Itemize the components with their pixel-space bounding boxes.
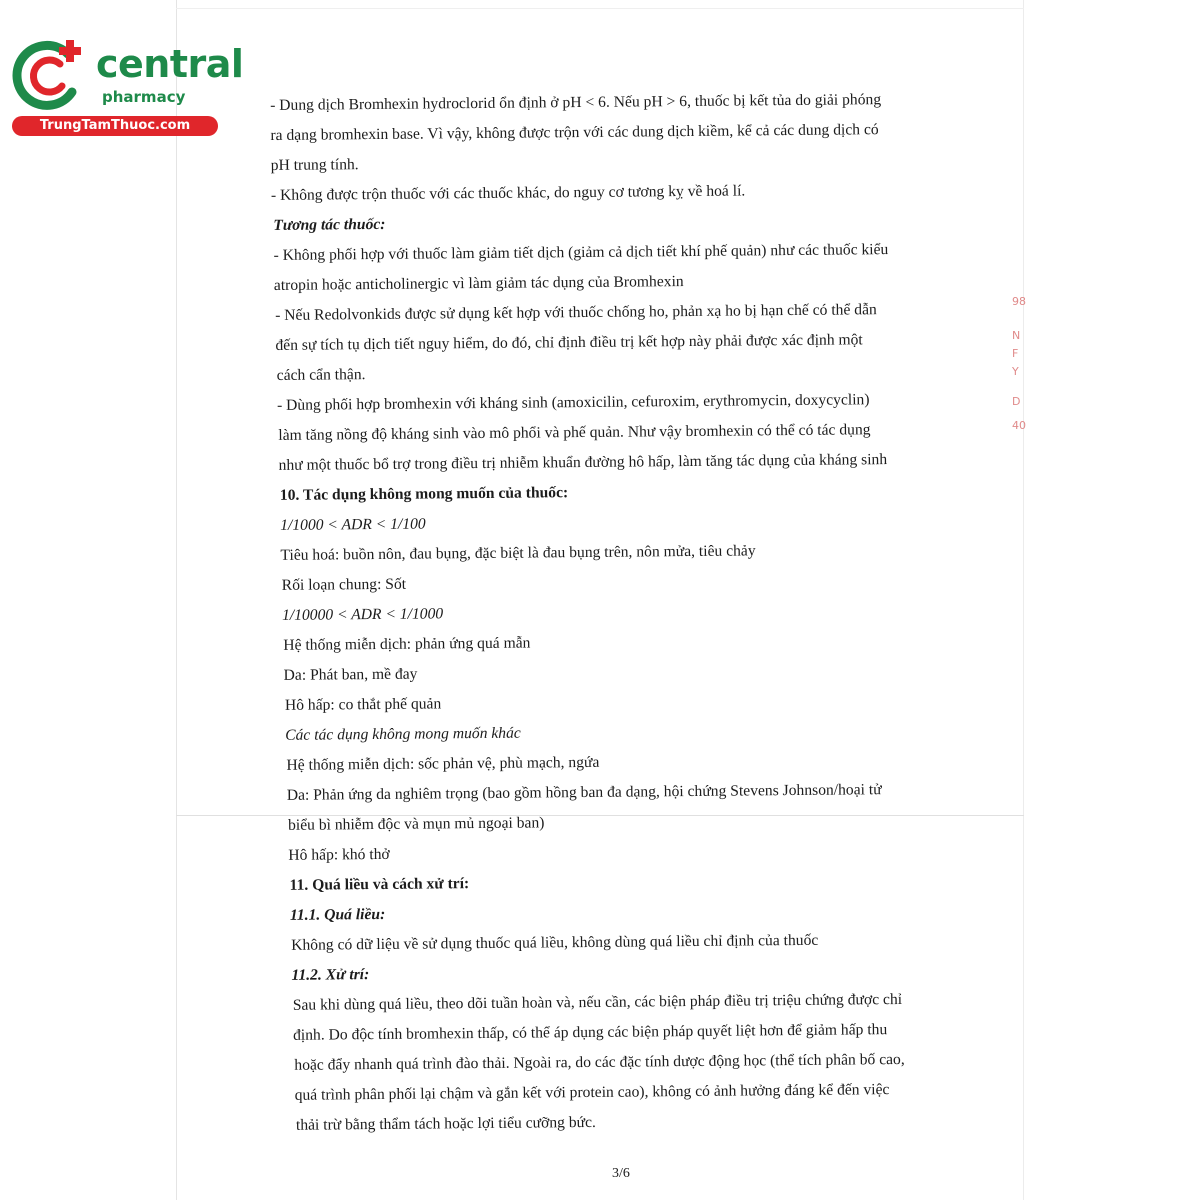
stamp-char: N bbox=[1012, 329, 1021, 342]
paragraph-line: pH trung tính. bbox=[270, 156, 359, 174]
paragraph-line: thải trừ bằng thẩm tách hoặc lợi tiểu cưỡng bức. bbox=[295, 1113, 596, 1134]
stamp-char: Y bbox=[1012, 365, 1019, 378]
paragraph-line: - Dùng phối hợp bromhexin với kháng sinh (amoxicilin, cefuroxim, erythromycin, doxycyclin) bbox=[276, 391, 870, 414]
paragraph-line: Da: Phản ứng da nghiêm trọng (bao gồm hồng ban đa dạng, hội chứng Stevens Johnson/hoại tử bbox=[286, 781, 882, 804]
logo-brand-name: central bbox=[96, 42, 244, 86]
page-number: 3/6 bbox=[612, 1166, 630, 1181]
paragraph-line: ra dạng bromhexin base. Vì vậy, không được trộn với các dung dịch kiềm, kể cả các dung dịch có bbox=[270, 121, 879, 144]
paragraph-line: - Nếu Redolvonkids được sử dụng kết hợp với thuốc chống ho, phản xạ ho bị hạn chế có thể dẫn bbox=[275, 301, 877, 324]
scan-edge-left bbox=[176, 0, 177, 1200]
frequency-label: 1/1000 < ADR < 1/100 bbox=[280, 515, 426, 534]
paragraph-line: đến sự tích tụ dịch tiết nguy hiểm, do đó, chỉ định điều trị kết hợp này phải được xác định một bbox=[275, 331, 863, 354]
section-heading: 10. Tác dụng không mong muốn của thuốc: bbox=[279, 484, 569, 504]
stamp-char: D bbox=[1012, 395, 1021, 408]
document-body bbox=[270, 83, 960, 1134]
paragraph-line: định. Do độc tính bromhexin thấp, có thể áp dụng các biện pháp quyết liệt hơn để giảm hấp thu bbox=[292, 1021, 888, 1044]
paragraph-line: quá trình phân phối lại chậm và gắn kết với protein cao), không có ảnh hưởng đáng kể đến việc bbox=[294, 1081, 890, 1104]
paragraph-line: như một thuốc bổ trợ trong điều trị nhiễm khuẩn đường hô hấp, làm tăng tác dụng của kháng sinh bbox=[278, 451, 888, 474]
scan-line-top bbox=[176, 8, 1024, 9]
stamp-char: 40 bbox=[1012, 419, 1026, 432]
frequency-label: 1/10000 < ADR < 1/1000 bbox=[281, 605, 444, 624]
subsection-heading: 11.1. Quá liều: bbox=[289, 905, 386, 924]
paragraph-line: - Không phối hợp với thuốc làm giảm tiết dịch (giảm cả dịch tiết khí phế quản) như các thuốc kiểu bbox=[273, 241, 889, 264]
stamp-fragment bbox=[1012, 296, 1028, 446]
paragraph-line: Sau khi dùng quá liều, theo dõi tuần hoàn và, nếu cần, các biện pháp điều trị triệu chứng được chỉ bbox=[292, 990, 903, 1014]
paragraph-line: Hệ thống miễn dịch: sốc phản vệ, phù mạch, ngứa bbox=[286, 753, 600, 774]
paragraph-line: - Dung dịch Bromhexin hydroclorid ổn định ở pH < 6. Nếu pH > 6, thuốc bị kết tủa do giải phóng bbox=[270, 91, 882, 114]
paragraph-line: Tiêu hoá: buồn nôn, đau bụng, đặc biệt là đau bụng trên, nôn mửa, tiêu chảy bbox=[280, 542, 756, 564]
paragraph-line: atropin hoặc anticholinergic vì làm giảm tác dụng của Bromhexin bbox=[273, 273, 684, 294]
paragraph-line: làm tăng nồng độ kháng sinh vào mô phổi và phế quản. Như vậy bromhexin có thể có tác dụng bbox=[278, 421, 871, 444]
paragraph-line: cách cẩn thận. bbox=[276, 366, 366, 384]
paragraph-line: Hô hấp: co thắt phế quản bbox=[284, 695, 442, 714]
paragraph-line: hoặc đẩy nhanh quá trình đào thải. Ngoài ra, do các đặc tính dược động học (thể tích phân bố cao, bbox=[294, 1050, 905, 1074]
logo-site-banner: TrungTamThuoc.com bbox=[12, 116, 218, 136]
paragraph-line: Da: Phát ban, mề đay bbox=[283, 665, 418, 684]
section-heading: Tương tác thuốc: bbox=[273, 215, 386, 234]
paragraph-line: Hô hấp: khó thở bbox=[288, 845, 390, 864]
paragraph-line: Hệ thống miễn dịch: phản ứng quá mẫn bbox=[283, 634, 531, 654]
paragraph-line: - Không được trộn thuốc với các thuốc khác, do nguy cơ tương kỵ về hoá lí. bbox=[270, 182, 746, 204]
scan-edge-right bbox=[1023, 0, 1024, 1200]
paragraph-line: biểu bì nhiễm độc và mụn mủ ngoại ban) bbox=[287, 814, 545, 834]
frequency-label: Các tác dụng không mong muốn khác bbox=[285, 724, 521, 744]
central-pharmacy-logo bbox=[10, 36, 244, 140]
stamp-char: 98 bbox=[1012, 295, 1026, 308]
subsection-heading: 11.2. Xử trí: bbox=[291, 966, 370, 984]
paragraph-line: Rối loạn chung: Sốt bbox=[281, 575, 407, 594]
logo-brand-sub: pharmacy bbox=[102, 88, 186, 106]
section-heading: 11. Quá liều và cách xử trí: bbox=[289, 875, 470, 894]
stamp-char: F bbox=[1012, 347, 1019, 360]
paragraph-line: Không có dữ liệu về sử dụng thuốc quá liều, không dùng quá liều chỉ định của thuốc bbox=[291, 931, 819, 954]
pharmacy-cross-logo-icon bbox=[10, 36, 90, 116]
